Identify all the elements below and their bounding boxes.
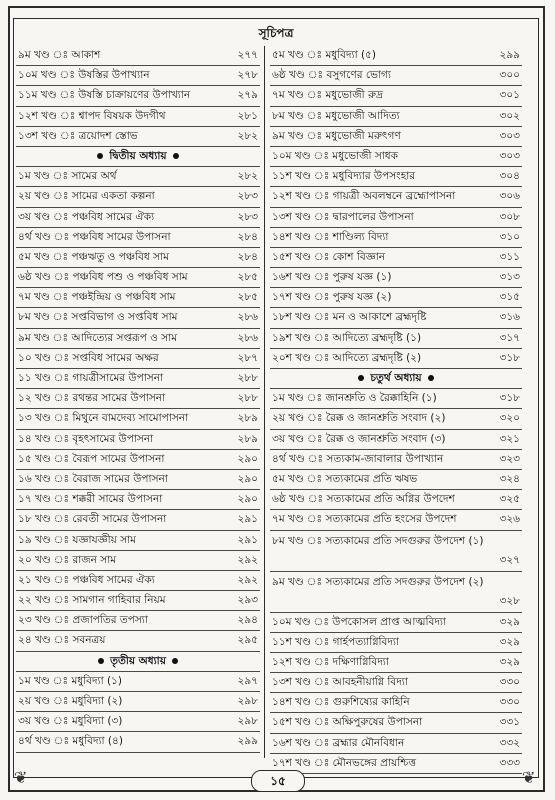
toc-entry-page: ৩১৮ bbox=[499, 351, 520, 364]
toc-entry-title: ১২শ খণ্ড ঃ শ্বাপদ বিষয়ক উদগীথ bbox=[18, 109, 166, 122]
toc-entry bbox=[16, 248, 260, 268]
toc-entry-title: ৮ম খণ্ড ঃ মধুভোজী আদিত্য bbox=[272, 109, 400, 122]
toc-entry-title: ৬ষ্ঠ খণ্ড ঃ বসুগণের ভোগ্য bbox=[272, 69, 391, 82]
toc-entry-page: ২৯৩ bbox=[237, 594, 258, 607]
toc-entry-page: ৩২৪ bbox=[499, 472, 520, 485]
toc-entry-title: ১১শ খণ্ড ঃ মধুবিদ্যার উপসংহার bbox=[272, 170, 416, 183]
chapter-title: তৃতীয় অধ্যায় bbox=[110, 654, 166, 667]
toc-entry-page: ২৯২ bbox=[237, 553, 258, 566]
toc-entry-title: ৩য় খণ্ড ঃ পঞ্চবিধ সামের ঐক্য bbox=[18, 210, 155, 223]
toc-entry-page: ২৮৯ bbox=[237, 432, 258, 445]
toc-entry bbox=[270, 430, 522, 450]
chapter-title: চতুর্থ অধ্যায় bbox=[370, 372, 422, 384]
toc-entry bbox=[270, 713, 522, 733]
toc-entry-page: ৩২৯ bbox=[499, 615, 520, 628]
toc-entry-title: ১৫শ খণ্ড ঃ অক্ষিপুরুষের উপাসনা bbox=[272, 716, 423, 729]
toc-entry bbox=[270, 572, 522, 613]
toc-entry-page: ৩১৮ bbox=[499, 392, 520, 405]
toc-entry-title: ৯ম খণ্ড ঃ মধুভোজী মরুৎগণ bbox=[272, 129, 401, 142]
toc-entry bbox=[16, 86, 260, 106]
toc-entry bbox=[16, 46, 260, 66]
toc-entry-page: ৩১৩ bbox=[499, 271, 520, 284]
toc-entry-page: ২৯১ bbox=[237, 513, 258, 526]
toc-entry-title: ৯ম খণ্ড ঃ আদিত্যের সপ্তরূপ ও সাম bbox=[18, 331, 178, 344]
chapter-title: দ্বিতীয় অধ্যায় bbox=[109, 149, 167, 162]
toc-entry-page: ২৯৮ bbox=[237, 715, 258, 728]
toc-entry-page: ২৭৭ bbox=[237, 49, 258, 61]
toc-entry-title: ৭ম খণ্ড ঃ পঞ্চইন্দ্রিয় ও পঞ্চবিধ সাম bbox=[18, 291, 176, 304]
page-number: ১৫ bbox=[251, 770, 305, 792]
toc-entry bbox=[270, 208, 522, 228]
toc-entry bbox=[270, 450, 522, 470]
toc-entry-page: ৩৩০ bbox=[499, 676, 520, 689]
chapter-heading-text bbox=[270, 369, 522, 388]
toc-entry bbox=[270, 693, 522, 713]
toc-entry-title: ৯ম খণ্ড ঃ সত্যকামের প্রতি সদগুরুর উপদেশ (২) bbox=[272, 575, 484, 588]
toc-entry-title: ৮ম খণ্ড ঃ সত্যকামের প্রতি সদগুরুর উপদেশ (১) bbox=[272, 534, 484, 547]
toc-entry-page: ৩০১ bbox=[499, 89, 520, 102]
toc-entry bbox=[16, 450, 260, 470]
toc-entry-title: ১২ খণ্ড ঃ রথন্তর সামের উপাসনা bbox=[18, 392, 166, 405]
toc-entry-title: ১৫শ খণ্ড ঃ কোশ বিজ্ঞান bbox=[272, 250, 386, 263]
toc-entry-title: ১৭শ খণ্ড ঃ পুরুষ যজ্ঞ (২) bbox=[272, 291, 392, 304]
toc-entry bbox=[270, 248, 522, 268]
toc-entry-page: ৩১৬ bbox=[499, 311, 520, 324]
toc-entry-page: ২৯৯ bbox=[499, 49, 520, 61]
toc-entry bbox=[270, 349, 522, 369]
toc-entry bbox=[270, 409, 522, 429]
toc-entry-page: ২৯৪ bbox=[237, 614, 258, 627]
toc-entry-title: ৪র্থ খণ্ড ঃ সত্যকাম-জাবালার উপাখ্যান bbox=[272, 452, 444, 465]
toc-entry-title: ৫ম খণ্ড ঃ মধুবিদ্যা (৫) bbox=[272, 49, 376, 61]
toc-entry-title: ১৩শ খণ্ড ঃ আবহনীয়াগ্নি বিদ্যা bbox=[272, 676, 408, 689]
toc-entry bbox=[16, 66, 260, 86]
toc-entry-title: ১০ খণ্ড ঃ সপ্তবিধ সামের অক্ষর bbox=[18, 351, 159, 364]
toc-left-column bbox=[16, 46, 260, 753]
toc-entry-page: ৩১০ bbox=[499, 230, 520, 243]
toc-entry-title: ১৭শ খণ্ড ঃ মৌনভঙ্গের প্রায়শ্চিত্ত bbox=[272, 756, 417, 769]
toc-entry-title: ১২শ খণ্ড ঃ গায়ত্রী অবলম্বনে ব্রহ্মোপাসনা bbox=[272, 190, 456, 203]
toc-entry bbox=[16, 288, 260, 308]
toc-entry-page: ২৮৯ bbox=[237, 412, 258, 425]
toc-entry-page: ২৮২ bbox=[237, 129, 258, 142]
toc-entry bbox=[16, 531, 260, 551]
toc-entry bbox=[16, 490, 260, 510]
toc-entry bbox=[16, 430, 260, 450]
toc-entry-page: ৩৩২ bbox=[499, 736, 520, 749]
toc-entry-page: ২৯০ bbox=[237, 493, 258, 506]
toc-right-column bbox=[270, 46, 522, 774]
toc-entry-title: ৯ম খণ্ড ঃ আকাশ bbox=[18, 49, 101, 61]
toc-entry bbox=[16, 228, 260, 248]
toc-entry-page: ২৮৬ bbox=[237, 331, 258, 344]
toc-entry-page: ৩০৪ bbox=[499, 170, 520, 183]
chapter-heading bbox=[16, 652, 260, 672]
chapter-heading-text bbox=[16, 652, 260, 671]
toc-entry bbox=[270, 147, 522, 167]
toc-entry-page: ২৮১ bbox=[237, 109, 258, 122]
bullet-icon bbox=[172, 658, 178, 664]
toc-entry-title: ২০শ খণ্ড ঃ আদিত্যে ব্রহ্মদৃষ্টি (২) bbox=[272, 351, 422, 364]
toc-entry-page: ৩১১ bbox=[499, 250, 520, 263]
toc-entry-page: ৩২১ bbox=[499, 432, 520, 445]
toc-entry-page: ৩২৮ bbox=[499, 594, 520, 607]
toc-entry bbox=[16, 631, 260, 651]
toc-entry-page: ২৮২ bbox=[237, 170, 258, 183]
toc-entry bbox=[270, 653, 522, 673]
toc-entry-page: ৩২৯ bbox=[499, 655, 520, 668]
toc-entry bbox=[270, 228, 522, 248]
toc-entry-title: ৫ম খণ্ড ঃ পঞ্চঋতু ও পঞ্চবিধ সাম bbox=[18, 250, 169, 263]
bullet-icon bbox=[358, 375, 364, 381]
toc-entry-page: ৩২৫ bbox=[499, 493, 520, 506]
toc-entry-title: ১ম খণ্ড ঃ সামের অর্থ bbox=[18, 170, 117, 183]
toc-entry-title: ৭ম খণ্ড ঃ সত্যকামের প্রতি হংসের উপদেশ bbox=[272, 513, 457, 526]
toc-entry-page: ২৭৯ bbox=[237, 89, 258, 102]
toc-entry-page: ২৯০ bbox=[237, 472, 258, 485]
toc-entry-title: ১৮ খণ্ড ঃ রেবতী সামের উপাসনা bbox=[18, 513, 167, 526]
toc-entry bbox=[16, 692, 260, 712]
toc-entry-title: ২য় খণ্ড ঃ রৈক্ক ও জানশ্রুতি সংবাদ (২) bbox=[272, 412, 446, 425]
toc-entry bbox=[270, 167, 522, 187]
toc-entry bbox=[16, 208, 260, 228]
toc-entry-page: ৩২৭ bbox=[499, 553, 520, 566]
toc-entry bbox=[16, 308, 260, 328]
toc-entry-title: ২য় খণ্ড ঃ সামের একতা কল্পনা bbox=[18, 190, 155, 203]
toc-entry bbox=[16, 187, 260, 207]
toc-entry bbox=[270, 268, 522, 288]
toc-entry-title: ২০ খণ্ড ঃ রাজন সাম bbox=[18, 553, 117, 566]
toc-entry-page: ৩১৫ bbox=[499, 291, 520, 304]
toc-entry-page: ২৯৯ bbox=[237, 735, 258, 748]
toc-entry-page: ৩০৮ bbox=[499, 210, 520, 223]
toc-entry-title: ৪র্থ খণ্ড ঃ পঞ্চবিধ সামের উপাসনা bbox=[18, 230, 171, 243]
toc-entry-title: ১১ম খণ্ড ঃ উষস্তি চাক্রায়ণের উপাখ্যান bbox=[18, 89, 191, 102]
toc-entry bbox=[270, 490, 522, 510]
toc-entry bbox=[16, 107, 260, 127]
toc-entry bbox=[16, 611, 260, 631]
toc-entry-page: ২৯৮ bbox=[237, 695, 258, 707]
toc-entry-title: ১০ম খণ্ড ঃ মধুভোজী সাধক bbox=[272, 149, 399, 162]
toc-entry bbox=[16, 268, 260, 288]
toc-entry bbox=[16, 369, 260, 389]
toc-entry-title: ৭ম খণ্ড ঃ মধুভোজী রুদ্র bbox=[272, 89, 384, 102]
toc-entry bbox=[270, 107, 522, 127]
toc-entry-title: ১১শ খণ্ড ঃ গার্হপত্যাগ্নিবিদ্যা bbox=[272, 635, 399, 648]
toc-entry bbox=[270, 308, 522, 328]
toc-entry-title: ১৪ খণ্ড ঃ বৃহৎসামের উপাসনা bbox=[18, 432, 154, 445]
toc-entry-page: ৩০০ bbox=[499, 69, 520, 82]
toc-entry bbox=[270, 754, 522, 774]
toc-entry-page: ৩০২ bbox=[499, 109, 520, 122]
toc-entry-title: ১২শ খণ্ড ঃ দক্ষিণাগ্নিবিদ্যা bbox=[272, 655, 389, 668]
toc-entry-page: ২৮৩ bbox=[237, 190, 258, 203]
toc-entry-page: ৩১৭ bbox=[499, 331, 520, 344]
toc-entry-page: ৩৩০ bbox=[499, 696, 520, 709]
toc-entry-title: ১৩শ খণ্ড ঃ দ্বারপালের উপাসনা bbox=[272, 210, 414, 223]
bullet-icon bbox=[97, 153, 103, 159]
toc-entry-title: ৬ষ্ঠ খণ্ড ঃ সত্যকামের প্রতি অগ্নির উপদেশ bbox=[272, 493, 455, 506]
toc-entry bbox=[270, 734, 522, 754]
toc-entry-title: ১ম খণ্ড ঃ জানশ্রুতি ও রৈক্কাহিনি (১) bbox=[272, 392, 437, 405]
toc-entry-page: ২৮৮ bbox=[237, 392, 258, 405]
toc-entry bbox=[270, 46, 522, 66]
toc-entry-title: ১৪শ খণ্ড ঃ শাণ্ডিল্য বিদ্যা bbox=[272, 230, 389, 243]
toc-entry-title: ১৩ খণ্ড ঃ মিথুনে বামদেব্য সামোপাসনা bbox=[18, 412, 189, 425]
toc-entry-title: ১৩শ খণ্ড ঃ ত্রয়োদশ স্তোভ bbox=[18, 129, 138, 142]
toc-entry-page: ২৮৫ bbox=[237, 271, 258, 284]
toc-entry bbox=[16, 712, 260, 732]
toc-entry bbox=[16, 732, 260, 752]
toc-entry-title: ১৯ খণ্ড ঃ যজ্ঞাযজ্ঞীয় সাম bbox=[18, 533, 137, 546]
toc-entry bbox=[16, 591, 260, 611]
toc-entry-page: ২৯১ bbox=[237, 533, 258, 546]
toc-entry-page: ২৯০ bbox=[237, 452, 258, 465]
toc-entry-title: ১৭ খণ্ড ঃ শক্করী সামের উপাসনা bbox=[18, 493, 163, 506]
toc-entry-page: ৩২৯ bbox=[499, 635, 520, 648]
toc-entry-page: ২৯৭ bbox=[237, 674, 258, 687]
toc-entry bbox=[270, 510, 522, 530]
toc-entry bbox=[16, 349, 260, 369]
toc-entry-page: ৩০৩ bbox=[499, 129, 520, 142]
toc-entry-title: ১৬শ খণ্ড ঃ পুরুষ যজ্ঞ (১) bbox=[272, 271, 392, 284]
toc-entry-title: ১৬শ খণ্ড ঃ ব্রহ্মার মৌনবিধান bbox=[272, 736, 405, 749]
bullet-icon bbox=[173, 153, 179, 159]
toc-entry bbox=[270, 187, 522, 207]
chapter-heading bbox=[16, 147, 260, 167]
toc-entry-title: ১০ম খণ্ড ঃ উষস্তির উপাখ্যান bbox=[18, 69, 150, 82]
toc-entry-title: ৬ষ্ঠ খণ্ড ঃ পঞ্চবিধ পশু ও পঞ্চবিধ সাম bbox=[18, 271, 188, 284]
toc-entry bbox=[270, 389, 522, 409]
toc-entry bbox=[16, 551, 260, 571]
toc-entry-page: ৩০৬ bbox=[499, 190, 520, 203]
toc-entry bbox=[270, 633, 522, 653]
corner-ornament-icon: ❦ bbox=[14, 768, 28, 787]
toc-entry bbox=[16, 470, 260, 490]
toc-entry bbox=[270, 127, 522, 147]
toc-entry-page: ২৮৪ bbox=[237, 250, 258, 263]
chapter-heading bbox=[270, 369, 522, 389]
toc-entry-page: ২৮৫ bbox=[237, 291, 258, 304]
toc-entry bbox=[270, 470, 522, 490]
toc-entry-title: ৫ম খণ্ড ঃ সত্যকামের প্রতি ঋষভ bbox=[272, 472, 418, 485]
toc-entry-page: ৩০৩ bbox=[499, 149, 520, 162]
toc-entry bbox=[270, 329, 522, 349]
chapter-heading-text bbox=[16, 147, 260, 166]
corner-ornament-icon: ❦ bbox=[522, 768, 536, 787]
toc-entry-page: ৩৩৩ bbox=[499, 756, 520, 769]
toc-entry-title: ১৪শ খণ্ড ঃ গুরুশিষ্যের কাহিনি bbox=[272, 696, 410, 709]
toc-entry bbox=[270, 86, 522, 106]
toc-entry-title: ১৬ খণ্ড ঃ বৈরাজ সামের উপাসনা bbox=[18, 472, 168, 485]
toc-entry-title: ২২ খণ্ড ঃ সামগান গাহিবার নিয়ম bbox=[18, 594, 166, 607]
column-divider bbox=[264, 46, 265, 758]
toc-entry-title: ১৫ খণ্ড ঃ বৈরূপ সামের উপাসনা bbox=[18, 452, 165, 465]
toc-entry-page: ২৮৭ bbox=[237, 351, 258, 364]
toc-entry bbox=[270, 531, 522, 572]
toc-entry-page: ২৯৫ bbox=[237, 634, 258, 647]
toc-entry bbox=[270, 66, 522, 86]
toc-entry-title: ১৮শ খণ্ড ঃ মন ও আকাশে ব্রহ্মদৃষ্টি bbox=[272, 311, 427, 324]
toc-entry bbox=[16, 571, 260, 591]
toc-entry-title: ১ম খণ্ড ঃ মধুবিদ্যা (১) bbox=[18, 674, 122, 687]
toc-entry-title: ১৯শ খণ্ড ঃ আদিত্যে ব্রহ্মদৃষ্টি (১) bbox=[272, 331, 422, 344]
toc-entry bbox=[16, 167, 260, 187]
toc-entry-title: ৪র্থ খণ্ড ঃ মধুবিদ্যা (৪) bbox=[18, 735, 123, 748]
toc-entry-title: ৩য় খণ্ড ঃ রৈক্ক ও জানশ্রুতি সংবাদ (৩) bbox=[272, 432, 446, 445]
toc-entry bbox=[270, 613, 522, 633]
toc-entry-title: ২য় খণ্ড ঃ মধুবিদ্যা (২) bbox=[18, 695, 123, 707]
toc-entry bbox=[16, 127, 260, 147]
toc-entry-page: ২৮৩ bbox=[237, 210, 258, 223]
toc-entry-page: ৩৩১ bbox=[499, 716, 520, 729]
toc-entry-page: ৩২৬ bbox=[499, 513, 520, 526]
page-title: সূচিপত্র bbox=[258, 26, 294, 40]
toc-entry-title: ২৩ খণ্ড ঃ প্রজাপতির তপস্যা bbox=[18, 614, 148, 627]
bullet-icon bbox=[428, 375, 434, 381]
toc-entry bbox=[270, 288, 522, 308]
toc-entry-title: ১০ম খণ্ড ঃ উপকোসল প্রাপ্ত আত্মবিদ্যা bbox=[272, 615, 446, 628]
toc-entry-page: ২৯২ bbox=[237, 573, 258, 586]
toc-entry bbox=[270, 673, 522, 693]
toc-entry bbox=[16, 329, 260, 349]
toc-entry-page: ৩২৩ bbox=[499, 452, 520, 465]
toc-entry-page: ২৭৮ bbox=[237, 69, 258, 82]
toc-entry bbox=[16, 672, 260, 692]
toc-entry-title: ২১ খণ্ড ঃ পঞ্চবিধ সামের ঐক্য bbox=[18, 573, 155, 586]
toc-entry bbox=[16, 409, 260, 429]
toc-entry-page: ২৮৪ bbox=[237, 230, 258, 243]
toc-entry-title: ১১ খণ্ড ঃ গায়ত্রীসামের উপাসনা bbox=[18, 372, 164, 384]
toc-entry-page: ২৮৮ bbox=[237, 372, 258, 384]
toc-entry-title: ২৪ খণ্ড ঃ সবনত্রয় bbox=[18, 634, 106, 647]
toc-entry-title: ৮ম খণ্ড ঃ সপ্তবিভাগ ও সপ্তবিধ সাম bbox=[18, 311, 178, 324]
toc-entry bbox=[16, 389, 260, 409]
toc-entry-page: ৩২০ bbox=[499, 412, 520, 425]
toc-entry bbox=[16, 510, 260, 530]
bullet-icon bbox=[98, 658, 104, 664]
toc-entry-page: ২৮৬ bbox=[237, 311, 258, 324]
toc-entry-title: ৩য় খণ্ড ঃ মধুবিদ্যা (৩) bbox=[18, 715, 123, 728]
